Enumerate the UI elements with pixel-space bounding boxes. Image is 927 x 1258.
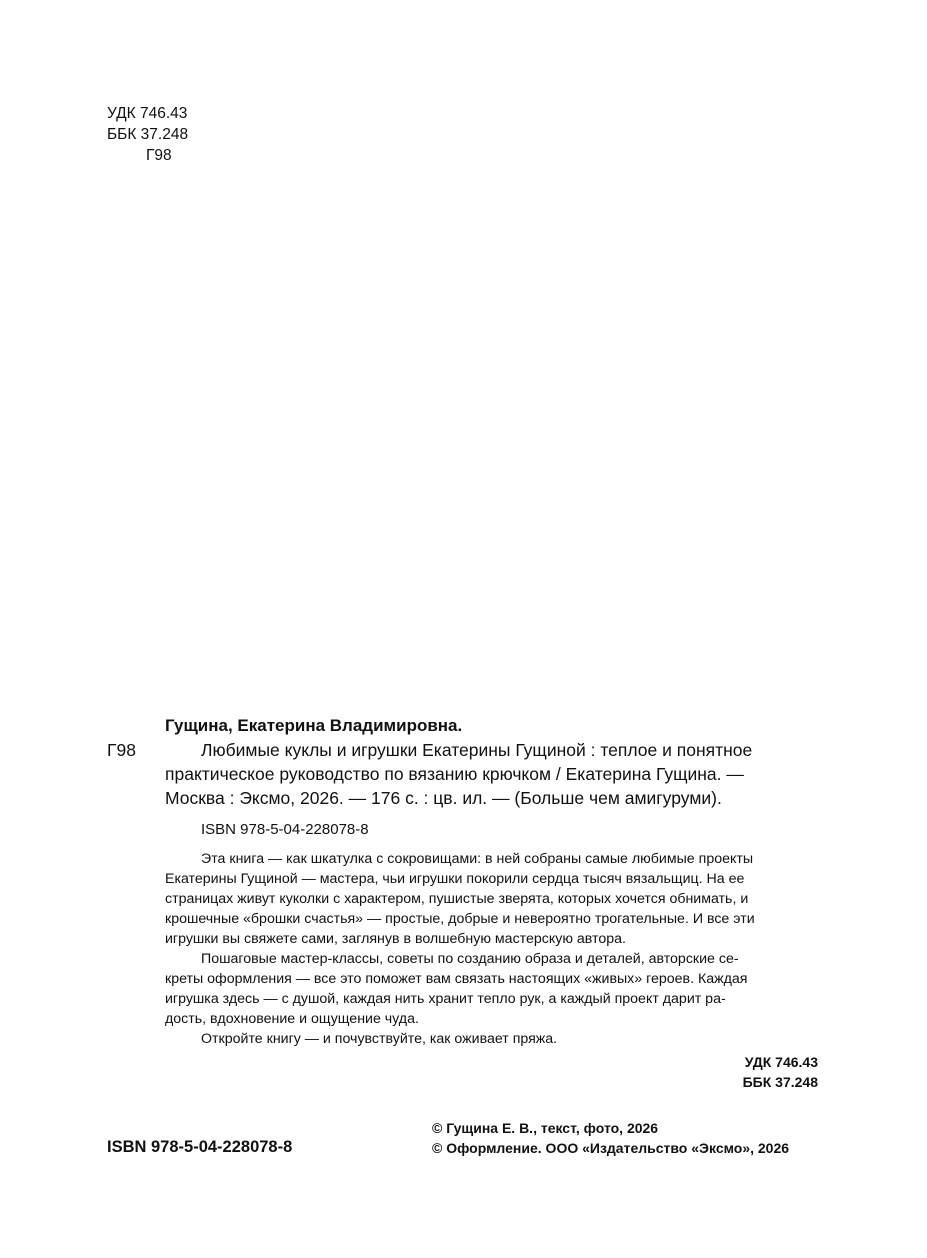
copyright-author: © Гущина Е. В., текст, фото, 2026 [432, 1120, 659, 1136]
description-line-3: Москва : Эксмо, 2026. — 176 с. : цв. ил. — (Больше чем амигуруми). [165, 788, 722, 808]
annotation-line-2: Екатерины Гущиной — мастера, чьи игрушки покорили сердца тысяч вязальщиц. На ее [165, 871, 745, 887]
card-author-code: Г98 [107, 740, 136, 760]
annotation-line-1: Эта книга — как шкатулка с сокровищами: в ней собраны самые любимые проекты [201, 851, 754, 867]
card-udk: УДК 746.43 [744, 1054, 818, 1070]
copyright-design: © Оформление. ООО «Издательство «Эксмо», 2026 [432, 1140, 790, 1156]
annotation-line-3: страницах живут куколки с характером, пушистые зверята, которых хочется обнимать, и [165, 891, 749, 907]
annotation-line-6: Пошаговые мастер-классы, советы по созданию образа и деталей, авторские се- [201, 951, 739, 967]
card-bbk: ББК 37.248 [742, 1074, 818, 1090]
footer-isbn: ISBN 978-5-04-228078-8 [107, 1138, 293, 1156]
description-line-1: Любимые куклы и игрушки Екатерины Гущиной : теплое и понятное [201, 740, 753, 760]
top-author-code: Г98 [146, 147, 172, 164]
annotation-line-8: игрушка здесь — с душой, каждая нить хранит тепло рук, а каждый проект дарит ра- [165, 991, 726, 1007]
card-isbn: ISBN 978-5-04-228078-8 [201, 821, 369, 838]
description-line-2: практическое руководство по вязанию крючком / Екатерина Гущина. — [165, 764, 744, 784]
annotation-line-4: крошечные «брошки счастья» — простые, добрые и невероятно трогательные. И все эти [165, 911, 755, 927]
top-bbk: ББК 37.248 [107, 126, 189, 143]
author-heading: Гущина, Екатерина Владимировна. [165, 716, 463, 735]
annotation-line-10: Откройте книгу — и почувствуйте, как оживает пряжа. [201, 1031, 558, 1047]
annotation-line-5: игрушки вы свяжете сами, заглянув в волшебную мастерскую автора. [165, 931, 626, 947]
annotation-line-9: дость, вдохновение и ощущение чуда. [165, 1011, 419, 1027]
annotation-line-7: креты оформления — все это поможет вам связать настоящих «живых» героев. Каждая [165, 971, 748, 987]
top-udk: УДК 746.43 [107, 105, 188, 122]
